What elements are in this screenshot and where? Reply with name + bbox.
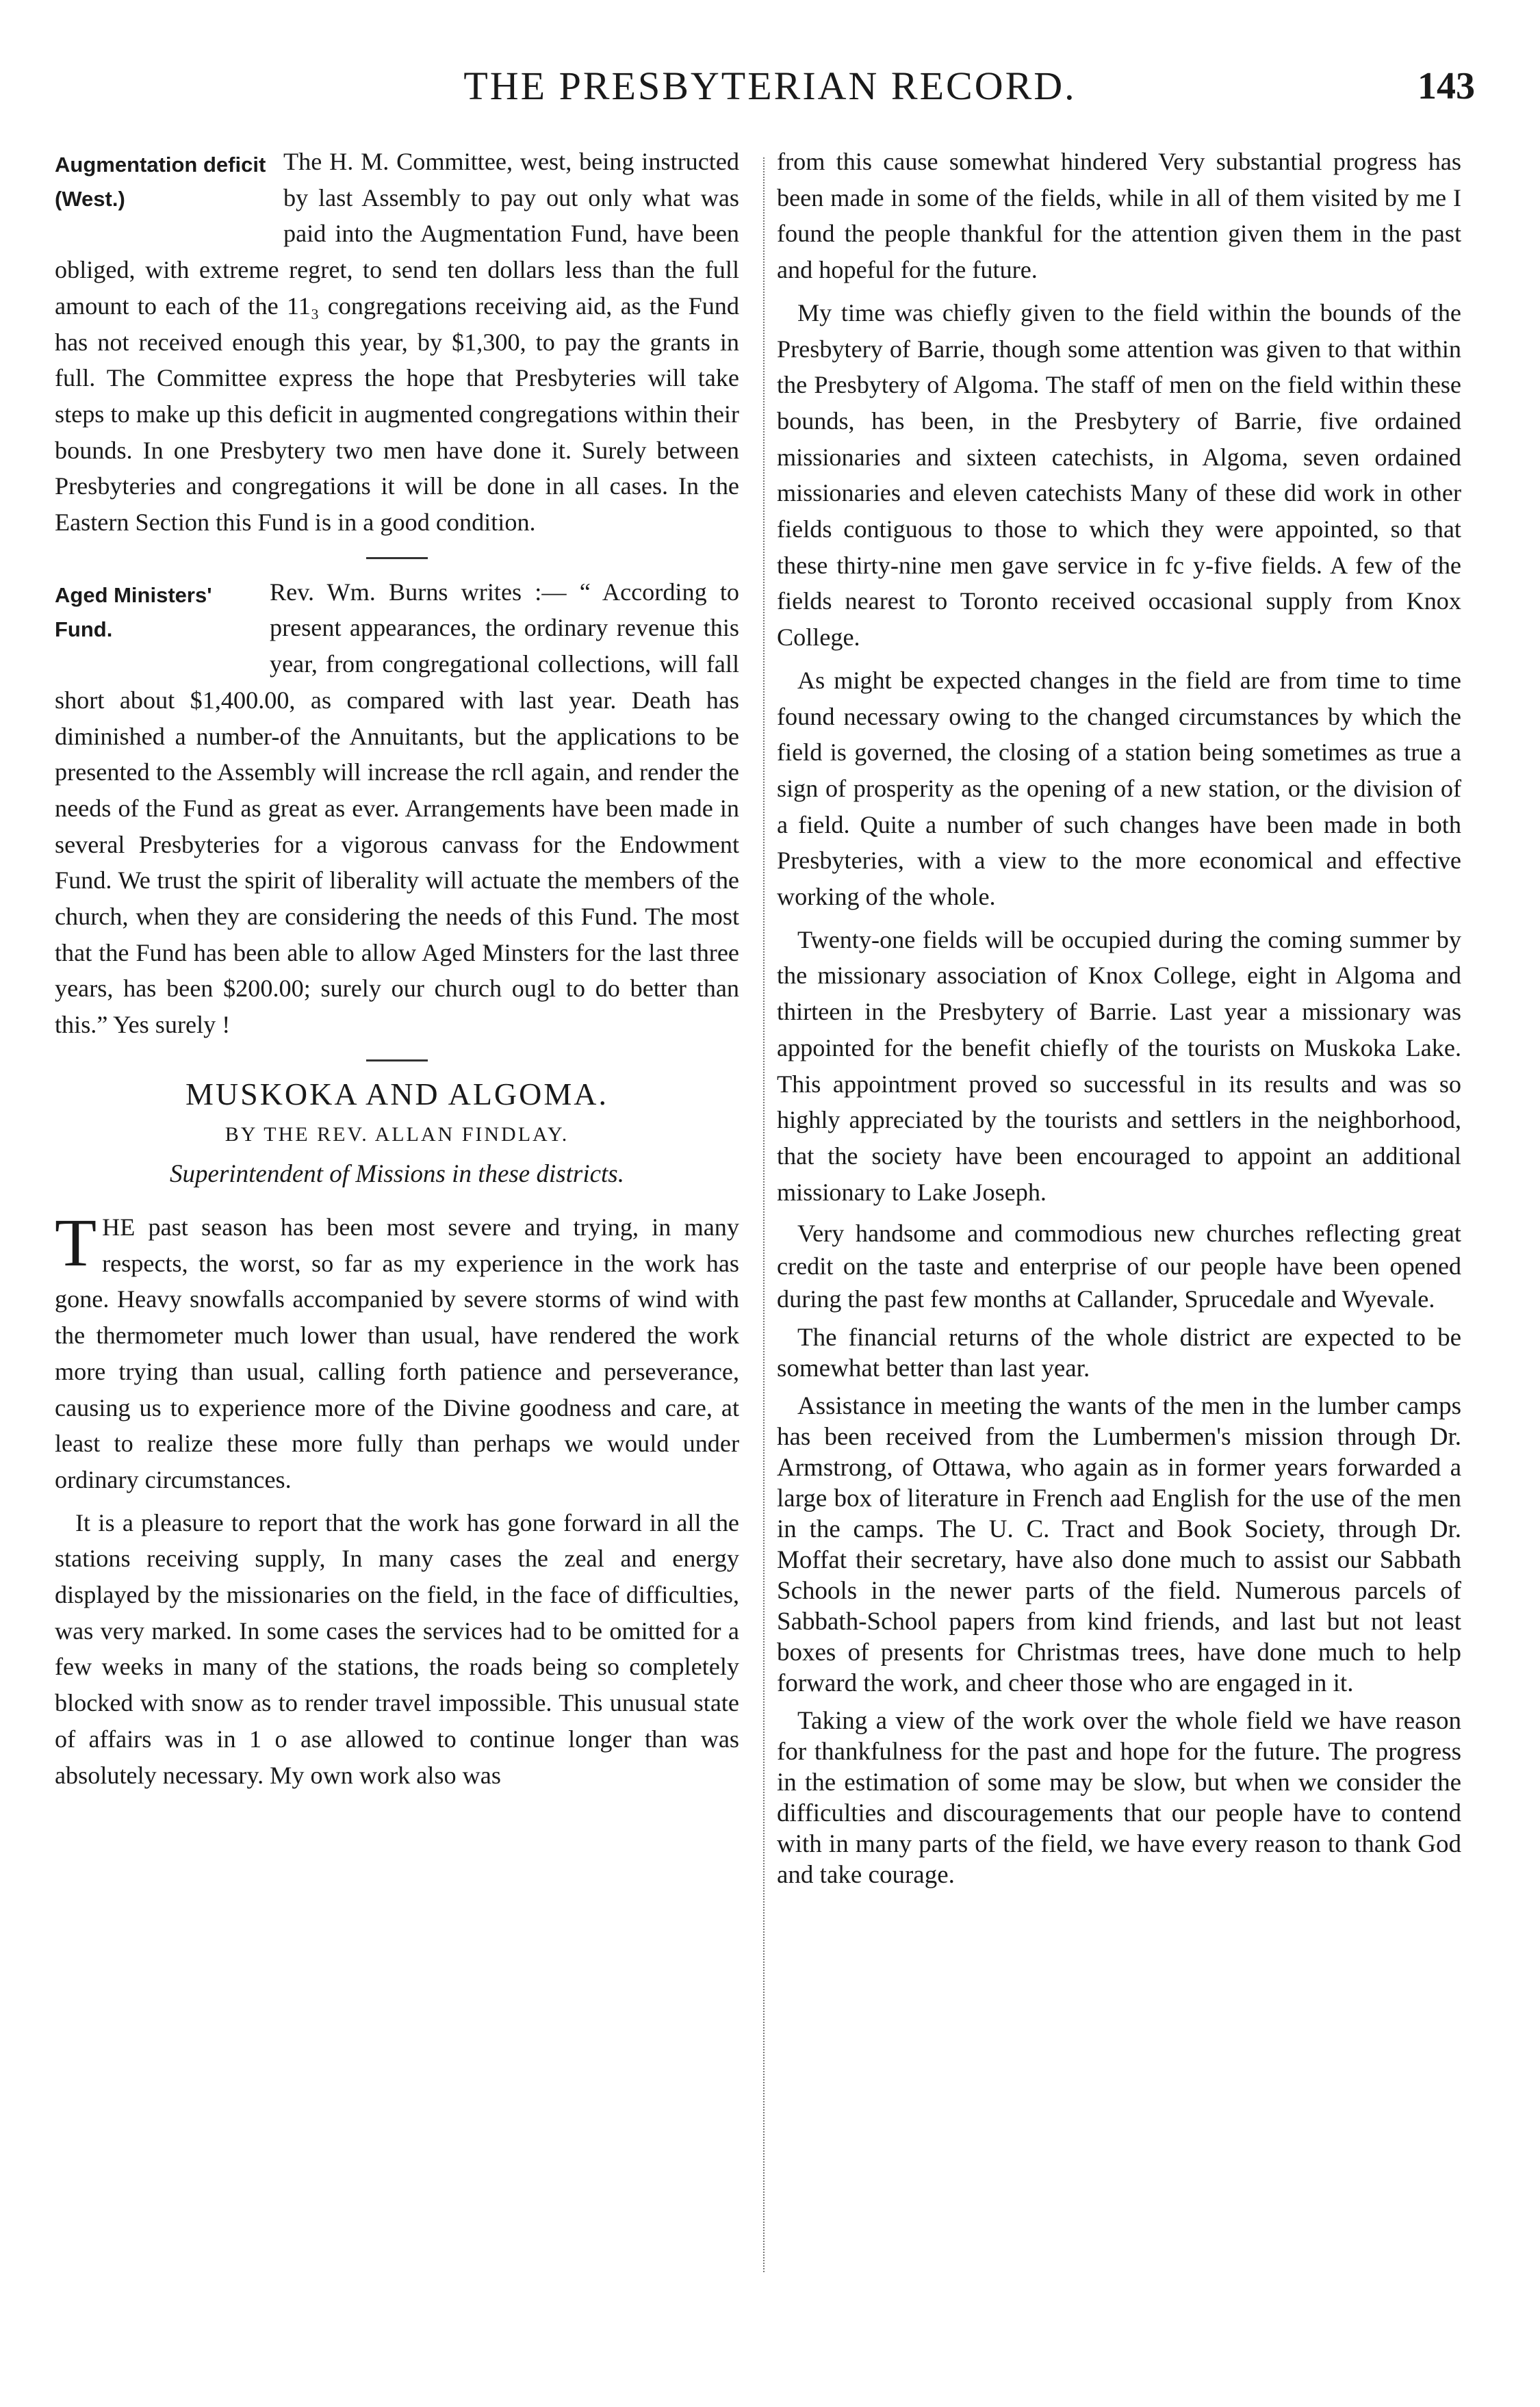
- section-rule: [366, 557, 428, 559]
- article-paragraph: Very handsome and commodious new churches reflecting great credit on the taste and enterprise of our people have been opened during the past few months at Callander, Sprucedale and Wyevale.: [777, 1220, 1461, 1313]
- article-paragraph: Taking a view of the work over the whole field we have reason for thankfulness for the past and hope for the future. The progress in the estimation of some may be slow, but when we consider the difficulties and discouragements that our people have to contend with in many parts of the field, we have every reason to thank God and take courage.: [777, 1707, 1461, 1890]
- page-number: 143: [1417, 65, 1475, 107]
- article-title: MUSKOKA AND ALGOMA.: [185, 1076, 608, 1111]
- article-paragraph: Assistance in meeting the wants of the men in the lumber camps has been received from the Lumbermen's mission through Dr. Armstrong, of Ottawa, who again as in former years forwarded a large box of literature in French aad English for the use of the men in the camps. The U. C. Tract and Book Society, through Dr. Moffat their secretary, have also done much to assist our Sabbath Schools in the newer parts of the field. Numerous parcels of Sabbath-School papers from kind friends, and last but not least boxes of presents for Christmas trees, have done much to help forward the work, and cheer those who are engaged in it.: [777, 1392, 1461, 1698]
- column-divider: [763, 157, 765, 2272]
- article-paragraph: My time was chiefly given to the field within the bounds of the Presbytery of Barrie, though some attention was given to that within the Presbytery of Algoma. The staff of men on the field within these bounds, has been, in the Presbytery of Barrie, five ordained missionaries and sixteen catechists, in Algoma, seven ordained missionaries and eleven catechists Many of these did work in other fields contiguous to those to which they were appointed, so that these thirty-nine men gave service in fc y-five fields. A few of the fields nearest to Toronto received occasional supply from Knox College.: [777, 298, 1461, 652]
- augmentation-text: The H. M. Committee, west, being instructed by last Assembly to pay out only what was paid into the Augmentation Fund, have been obliged, with extreme regret, to send ten dollars less than the full amount to each of the 11₃ congregations receiving aid, as the Fund has not received enough this year, by $1,300, to pay the grants in full. The Committee express the hope that Presbyteries will take steps to make up this deficit in augmented congregations within their bounds. In one Presbytery two men have done it. Surely between Presbyteries and congregations it will be done in all cases. In the Eastern Section this Fund is in a good condition.: [55, 148, 739, 537]
- article-paragraph: It is a pleasure to report that the work has gone forward in all the stations receiving supply, In many cases the zeal and energy displayed by the missionaries on the field, in the face of difficulties, was very marked. In some cases the services had to be omitted for a few weeks in many of the stations, the roads being so completely blocked with snow as to render travel impossible. This unusual state of affairs was in 1 o ase allowed to continue longer than was absolutely necessary. My own work also was: [55, 1508, 739, 1789]
- aged-ministers-section: [55, 574, 739, 1050]
- augmentation-section: [55, 144, 739, 548]
- article-paragraph: from this cause somewhat hindered Very substantial progress has been made in some of the fields, while in all of them visited by me I found the people thankful for the attention given them in the past and hopeful for the future.: [777, 148, 1461, 284]
- article-paragraph-text: HE past season has been most severe and trying, in many respects, the worst, so far as my experience in the work has gone. Heavy snowfalls accompanied by severe storms of wind with the thermometer much lower than usual, have rendered the work more trying than usual, calling forth patience and perseverance, causing us to experience more of the Divine goodness and care, at least to realize these more fully than perhaps we would under ordinary circumstances.: [55, 1213, 739, 1493]
- running-header: [0, 63, 1540, 118]
- article-byline: BY THE REV. ALLAN FINDLAY.: [224, 1122, 569, 1146]
- article-paragraph: [55, 1204, 739, 1498]
- article-paragraph: Twenty-one fields will be occupied during the coming summer by the missionary association of Knox College, eight in Algoma and thirteen in the Presbytery of Barrie. Last year a missionary was appointed for the benefit chiefly of the tourists on Muskoka Lake. This appointment proved so successful in its results and was so highly appreciated by the tourists and settlers in the neighborhood, that the society have been encouraged to appoint an additional missionary to Lake Joseph.: [777, 925, 1461, 1206]
- right-column: [777, 144, 1461, 1897]
- side-heading-aged-ministers: Aged Ministers' Fund.: [55, 582, 212, 641]
- article-paragraph: As might be expected changes in the field are from time to time found necessary owing to the changed circumstances by which the field is governed, the closing of a station being sometimes as true a sign of prosperity as the opening of a new station, or the division of a field. Quite a number of such changes have been made in both Presbyteries, with a view to the more economical and effective working of the whole.: [777, 666, 1461, 911]
- drop-cap: T: [55, 1204, 97, 1280]
- aged-ministers-text: Rev. Wm. Burns writes :— “ According to present appearances, the ordinary revenue this year, from congregational collections, will fall short about $1,400.00, as compared with last year. Death has diminished a number-of the Annuitants, but the applications to be presented to the Assembly will increase the rcll again, and render the needs of the Fund as great as ever. Arrangements have been made in several Presbyteries for a vigorous canvass for the Endowment Fund. We trust the spirit of liberality will actuate the members of the church, when they are considering the needs of this Fund. The most that the Fund has been able to allow Aged Minsters for the last three years, has been $200.00; surely our church ougl to do better than this.” Yes surely !: [55, 578, 739, 1039]
- article-paragraph: The financial returns of the whole district are expected to be somewhat better than last year.: [777, 1324, 1461, 1383]
- article: [55, 1077, 739, 1793]
- running-title: THE PRESBYTERIAN RECORD.: [463, 64, 1077, 108]
- article-subtitle: Superintendent of Missions in these districts.: [170, 1160, 624, 1189]
- section-rule: [366, 1059, 428, 1061]
- left-column: [55, 144, 739, 1800]
- side-heading-augmentation: Augmentation deficit (West.): [55, 153, 266, 211]
